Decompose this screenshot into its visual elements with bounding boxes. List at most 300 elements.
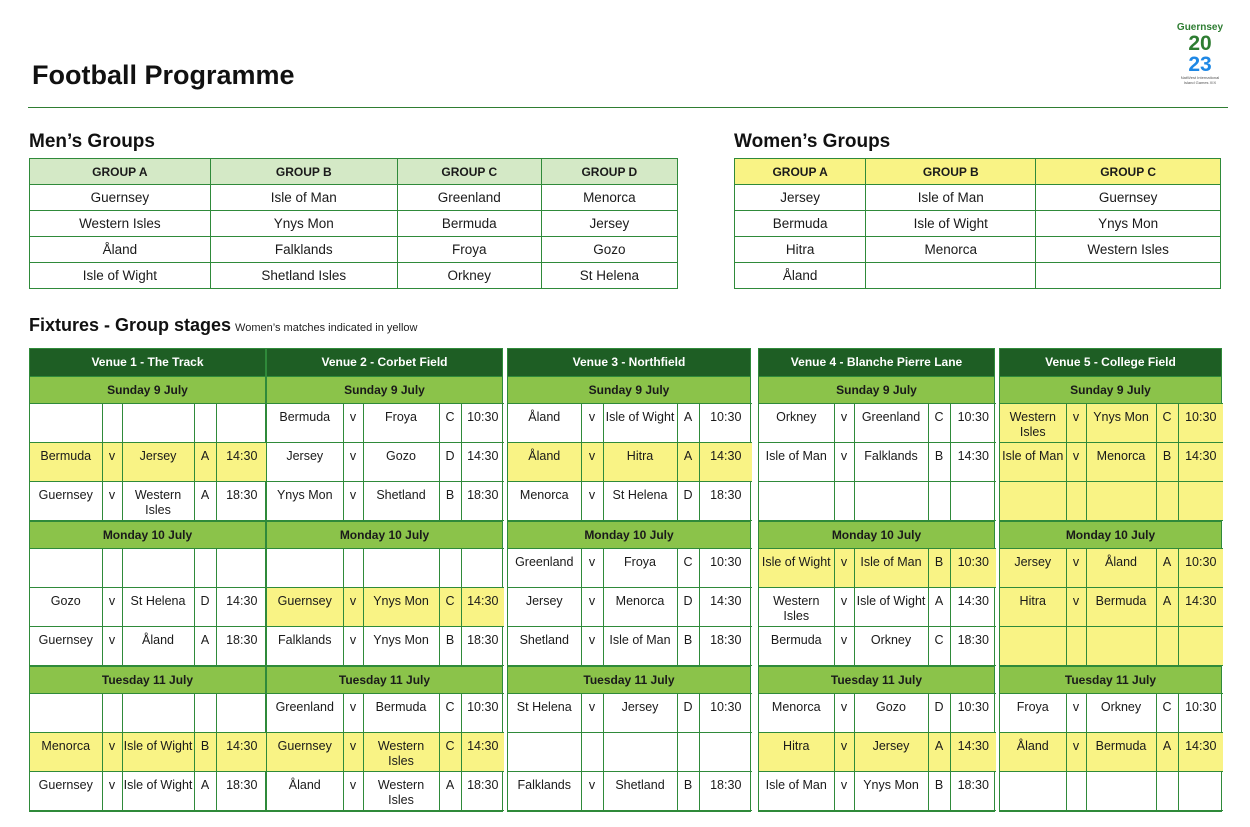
- fixtures-heading: Fixtures - Group stages: [29, 315, 232, 335]
- group-letter: [439, 549, 461, 588]
- home-team: Bermuda: [267, 404, 343, 443]
- day-label: Monday 10 July: [759, 521, 994, 548]
- home-team: Hitra: [759, 733, 834, 772]
- venue-column: [758, 348, 995, 812]
- home-team: [1000, 482, 1066, 521]
- home-team: Åland: [508, 404, 581, 443]
- away-team: Shetland: [363, 482, 439, 521]
- away-team: Jersey: [603, 694, 677, 733]
- home-team: Guernsey: [30, 482, 102, 521]
- mens-team-cell: Isle of Wight: [30, 263, 211, 289]
- fixture-row: [508, 627, 752, 666]
- home-team: [1000, 627, 1066, 666]
- away-team: Froya: [603, 549, 677, 588]
- kickoff-time: 14:30: [216, 443, 267, 482]
- table-row: [735, 185, 1221, 211]
- versus: v: [834, 627, 854, 666]
- day-label: Tuesday 11 July: [267, 666, 502, 693]
- logo-brand: Guernsey: [1176, 22, 1224, 33]
- group-letter: C: [677, 549, 699, 588]
- kickoff-time: [950, 482, 996, 521]
- fixture-row: [508, 549, 752, 588]
- away-team: Bermuda: [363, 694, 439, 733]
- logo-year-top: 20: [1188, 32, 1212, 55]
- fixture-row: [267, 772, 504, 811]
- fixture-row: [267, 588, 504, 627]
- mens-team-cell: Froya: [397, 237, 541, 263]
- day-label: Tuesday 11 July: [508, 666, 750, 693]
- group-letter: C: [439, 404, 461, 443]
- venue-column: [29, 348, 266, 812]
- home-team: [30, 404, 102, 443]
- away-team: [1086, 627, 1156, 666]
- day-label: Tuesday 11 July: [759, 666, 994, 693]
- group-letter: D: [677, 482, 699, 521]
- logo-sub-2: Island Games XIX: [1183, 80, 1217, 85]
- home-team: St Helena: [508, 694, 581, 733]
- home-team: Guernsey: [30, 627, 102, 666]
- table-row: [30, 237, 678, 263]
- mens-team-cell: Falklands: [210, 237, 397, 263]
- away-team: St Helena: [122, 588, 194, 627]
- home-team: Falklands: [508, 772, 581, 811]
- group-letter: A: [194, 482, 216, 521]
- group-letter: [194, 549, 216, 588]
- fixture-row: [759, 733, 996, 772]
- day-label: Tuesday 11 July: [30, 666, 265, 693]
- home-team: Gozo: [30, 588, 102, 627]
- versus: v: [102, 482, 122, 521]
- versus: v: [343, 443, 363, 482]
- kickoff-time: [1178, 482, 1223, 521]
- fixture-row: [759, 443, 996, 482]
- mens-team-cell: Ynys Mon: [210, 211, 397, 237]
- group-letter: C: [1156, 404, 1178, 443]
- group-letter: B: [928, 443, 950, 482]
- fixtures-table: [267, 548, 504, 666]
- home-team: [30, 694, 102, 733]
- versus: [102, 404, 122, 443]
- fixture-row: [30, 588, 267, 627]
- versus: v: [343, 772, 363, 811]
- table-row: [735, 211, 1221, 237]
- away-team: Western Isles: [363, 733, 439, 772]
- home-team: Falklands: [267, 627, 343, 666]
- fixtures-table: [1000, 548, 1223, 666]
- fixture-row: [759, 404, 996, 443]
- kickoff-time: 10:30: [699, 404, 752, 443]
- kickoff-time: [699, 733, 752, 772]
- away-team: Orkney: [1086, 694, 1156, 733]
- versus: v: [581, 627, 603, 666]
- fixture-row: [1000, 733, 1223, 772]
- fixtures-table: [30, 548, 267, 666]
- versus: v: [102, 772, 122, 811]
- womens-team-cell: Hitra: [735, 237, 866, 263]
- fixture-row: [1000, 772, 1223, 811]
- away-team: Hitra: [603, 443, 677, 482]
- home-team: [1000, 772, 1066, 811]
- womens-team-cell: Guernsey: [1036, 185, 1221, 211]
- venue-name: Venue 4 - Blanche Pierre Lane: [759, 349, 994, 376]
- home-team: Jersey: [1000, 549, 1066, 588]
- versus: v: [834, 733, 854, 772]
- kickoff-time: 10:30: [950, 694, 996, 733]
- versus: v: [834, 588, 854, 627]
- versus: v: [834, 443, 854, 482]
- day-label: Monday 10 July: [1000, 521, 1221, 548]
- away-team: Froya: [363, 404, 439, 443]
- fixture-row: [1000, 588, 1223, 627]
- mens-team-cell: St Helena: [541, 263, 677, 289]
- group-letter: D: [439, 443, 461, 482]
- fixtures-table: [759, 693, 996, 811]
- kickoff-time: 10:30: [950, 404, 996, 443]
- home-team: Menorca: [759, 694, 834, 733]
- away-team: Isle of Man: [603, 627, 677, 666]
- away-team: [122, 549, 194, 588]
- womens-team-cell: [1036, 263, 1221, 289]
- away-team: Isle of Wight: [122, 772, 194, 811]
- away-team: Ynys Mon: [854, 772, 928, 811]
- away-team: Falklands: [854, 443, 928, 482]
- versus: v: [1066, 549, 1086, 588]
- fixture-row: [508, 733, 752, 772]
- fixture-row: [30, 694, 267, 733]
- versus: v: [102, 443, 122, 482]
- away-team: Isle of Wight: [854, 588, 928, 627]
- games-logo: [1172, 22, 1228, 100]
- table-row: [735, 263, 1221, 289]
- fixtures-table: [1000, 403, 1223, 521]
- kickoff-time: 18:30: [216, 482, 267, 521]
- home-team: Guernsey: [267, 733, 343, 772]
- versus: [343, 549, 363, 588]
- day-label: Sunday 9 July: [508, 376, 750, 403]
- kickoff-time: 10:30: [699, 694, 752, 733]
- fixture-row: [267, 694, 504, 733]
- fixture-row: [759, 694, 996, 733]
- away-team: Ynys Mon: [363, 627, 439, 666]
- fixture-row: [759, 549, 996, 588]
- mens-team-cell: Greenland: [397, 185, 541, 211]
- fixture-row: [30, 443, 267, 482]
- mens-team-cell: Jersey: [541, 211, 677, 237]
- versus: v: [1066, 694, 1086, 733]
- versus: v: [102, 588, 122, 627]
- group-letter: A: [677, 404, 699, 443]
- fixture-row: [267, 443, 504, 482]
- versus: v: [1066, 733, 1086, 772]
- mens-group-header: GROUP C: [397, 159, 541, 185]
- away-team: Isle of Wight: [122, 733, 194, 772]
- away-team: Gozo: [363, 443, 439, 482]
- fixtures-table: [759, 548, 996, 666]
- fixture-row: [267, 482, 504, 521]
- versus: v: [343, 588, 363, 627]
- kickoff-time: 18:30: [461, 772, 504, 811]
- kickoff-time: 10:30: [461, 694, 504, 733]
- kickoff-time: 18:30: [216, 627, 267, 666]
- fixture-row: [759, 482, 996, 521]
- kickoff-time: 14:30: [461, 733, 504, 772]
- home-team: Bermuda: [759, 627, 834, 666]
- group-letter: D: [677, 588, 699, 627]
- home-team: [759, 482, 834, 521]
- versus: [1066, 772, 1086, 811]
- away-team: Orkney: [854, 627, 928, 666]
- away-team: Åland: [122, 627, 194, 666]
- womens-groups-title: Women’s Groups: [734, 131, 891, 152]
- fixture-row: [508, 404, 752, 443]
- versus: v: [581, 482, 603, 521]
- versus: v: [581, 443, 603, 482]
- womens-team-cell: Jersey: [735, 185, 866, 211]
- home-team: Menorca: [508, 482, 581, 521]
- home-team: Isle of Man: [759, 772, 834, 811]
- home-team: [30, 549, 102, 588]
- home-team: Menorca: [30, 733, 102, 772]
- kickoff-time: 14:30: [461, 588, 504, 627]
- group-letter: B: [677, 772, 699, 811]
- kickoff-time: 14:30: [1178, 733, 1223, 772]
- day-label: Sunday 9 July: [759, 376, 994, 403]
- versus: v: [102, 627, 122, 666]
- womens-team-cell: Ynys Mon: [1036, 211, 1221, 237]
- group-letter: [677, 733, 699, 772]
- kickoff-time: 18:30: [950, 627, 996, 666]
- fixture-row: [267, 733, 504, 772]
- fixture-row: [508, 694, 752, 733]
- day-label: Tuesday 11 July: [1000, 666, 1221, 693]
- versus: v: [834, 549, 854, 588]
- versus: [1066, 482, 1086, 521]
- kickoff-time: [216, 694, 267, 733]
- kickoff-time: [1178, 772, 1223, 811]
- away-team: [122, 404, 194, 443]
- away-team: Bermuda: [1086, 733, 1156, 772]
- fixture-row: [30, 733, 267, 772]
- title-divider: [28, 107, 1228, 108]
- day-label: Monday 10 July: [508, 521, 750, 548]
- kickoff-time: 18:30: [461, 627, 504, 666]
- womens-team-cell: Bermuda: [735, 211, 866, 237]
- fixture-row: [1000, 482, 1223, 521]
- home-team: [508, 733, 581, 772]
- group-letter: B: [928, 772, 950, 811]
- mens-team-cell: Orkney: [397, 263, 541, 289]
- womens-team-cell: Isle of Man: [866, 185, 1036, 211]
- womens-group-header: GROUP A: [735, 159, 866, 185]
- day-label: Sunday 9 July: [267, 376, 502, 403]
- womens-team-cell: Western Isles: [1036, 237, 1221, 263]
- group-letter: A: [928, 733, 950, 772]
- fixture-row: [1000, 404, 1223, 443]
- kickoff-time: [216, 404, 267, 443]
- home-team: Isle of Man: [759, 443, 834, 482]
- day-label: Monday 10 July: [267, 521, 502, 548]
- group-letter: C: [928, 627, 950, 666]
- away-team: Greenland: [854, 404, 928, 443]
- fixture-row: [508, 588, 752, 627]
- group-letter: A: [1156, 588, 1178, 627]
- fixture-row: [1000, 694, 1223, 733]
- away-team: Isle of Man: [854, 549, 928, 588]
- mens-team-cell: Isle of Man: [210, 185, 397, 211]
- home-team: Western Isles: [759, 588, 834, 627]
- fixtures-title: [29, 315, 417, 336]
- away-team: [122, 694, 194, 733]
- versus: v: [581, 694, 603, 733]
- group-letter: C: [439, 588, 461, 627]
- versus: v: [1066, 443, 1086, 482]
- home-team: Froya: [1000, 694, 1066, 733]
- day-label: Sunday 9 July: [30, 376, 265, 403]
- fixture-row: [30, 772, 267, 811]
- kickoff-time: 18:30: [950, 772, 996, 811]
- fixtures-table: [508, 548, 752, 666]
- away-team: Menorca: [1086, 443, 1156, 482]
- away-team: Western Isles: [363, 772, 439, 811]
- group-letter: A: [677, 443, 699, 482]
- mens-team-cell: Gozo: [541, 237, 677, 263]
- home-team: Bermuda: [30, 443, 102, 482]
- kickoff-time: 10:30: [1178, 404, 1223, 443]
- away-team: [1086, 772, 1156, 811]
- fixture-row: [30, 549, 267, 588]
- kickoff-time: [461, 549, 504, 588]
- home-team: Åland: [1000, 733, 1066, 772]
- home-team: Greenland: [267, 694, 343, 733]
- kickoff-time: 18:30: [216, 772, 267, 811]
- versus: [581, 733, 603, 772]
- kickoff-time: 10:30: [950, 549, 996, 588]
- away-team: [1086, 482, 1156, 521]
- fixture-row: [30, 627, 267, 666]
- womens-group-header: GROUP B: [866, 159, 1036, 185]
- fixture-row: [30, 482, 267, 521]
- home-team: Ynys Mon: [267, 482, 343, 521]
- versus: v: [1066, 404, 1086, 443]
- versus: v: [834, 772, 854, 811]
- home-team: Jersey: [508, 588, 581, 627]
- fixture-row: [267, 549, 504, 588]
- mens-team-cell: Western Isles: [30, 211, 211, 237]
- versus: [102, 694, 122, 733]
- group-letter: B: [439, 627, 461, 666]
- fixture-row: [508, 443, 752, 482]
- away-team: Menorca: [603, 588, 677, 627]
- versus: v: [102, 733, 122, 772]
- away-team: [363, 549, 439, 588]
- kickoff-time: 14:30: [216, 588, 267, 627]
- home-team: Isle of Man: [1000, 443, 1066, 482]
- home-team: Isle of Wight: [759, 549, 834, 588]
- home-team: Guernsey: [30, 772, 102, 811]
- versus: v: [581, 772, 603, 811]
- kickoff-time: 14:30: [699, 443, 752, 482]
- venue-column: [507, 348, 751, 812]
- kickoff-time: 18:30: [699, 482, 752, 521]
- fixture-row: [267, 404, 504, 443]
- fixture-row: [759, 588, 996, 627]
- kickoff-time: 18:30: [461, 482, 504, 521]
- away-team: Gozo: [854, 694, 928, 733]
- fixtures-table: [267, 693, 504, 811]
- versus: v: [343, 404, 363, 443]
- kickoff-time: 14:30: [216, 733, 267, 772]
- versus: v: [343, 694, 363, 733]
- away-team: Western Isles: [122, 482, 194, 521]
- group-letter: D: [194, 588, 216, 627]
- fixture-row: [267, 627, 504, 666]
- home-team: Hitra: [1000, 588, 1066, 627]
- group-letter: A: [194, 772, 216, 811]
- fixture-row: [508, 482, 752, 521]
- womens-team-cell: [866, 263, 1036, 289]
- group-letter: A: [194, 627, 216, 666]
- womens-team-cell: Menorca: [866, 237, 1036, 263]
- table-row: [735, 237, 1221, 263]
- table-row: [30, 263, 678, 289]
- away-team: Jersey: [854, 733, 928, 772]
- away-team: Bermuda: [1086, 588, 1156, 627]
- kickoff-time: 14:30: [1178, 588, 1223, 627]
- venue-column: [999, 348, 1222, 812]
- group-letter: B: [194, 733, 216, 772]
- versus: [1066, 627, 1086, 666]
- versus: v: [834, 694, 854, 733]
- fixtures-table: [267, 403, 504, 521]
- away-team: Isle of Wight: [603, 404, 677, 443]
- versus: v: [834, 404, 854, 443]
- group-letter: D: [677, 694, 699, 733]
- group-letter: D: [928, 694, 950, 733]
- home-team: Jersey: [267, 443, 343, 482]
- kickoff-time: 14:30: [699, 588, 752, 627]
- page-title: Football Programme: [32, 60, 295, 90]
- mens-group-header: GROUP B: [210, 159, 397, 185]
- mens-team-cell: Shetland Isles: [210, 263, 397, 289]
- away-team: Ynys Mon: [363, 588, 439, 627]
- mens-groups-title: Men’s Groups: [29, 131, 155, 152]
- away-team: Shetland: [603, 772, 677, 811]
- away-team: St Helena: [603, 482, 677, 521]
- group-letter: A: [439, 772, 461, 811]
- fixtures-table: [508, 693, 752, 811]
- kickoff-time: 10:30: [699, 549, 752, 588]
- versus: v: [581, 549, 603, 588]
- group-letter: B: [677, 627, 699, 666]
- group-letter: A: [1156, 549, 1178, 588]
- away-team: Åland: [1086, 549, 1156, 588]
- group-letter: [1156, 772, 1178, 811]
- womens-team-cell: Isle of Wight: [866, 211, 1036, 237]
- table-row: [30, 185, 678, 211]
- home-team: Shetland: [508, 627, 581, 666]
- away-team: Ynys Mon: [1086, 404, 1156, 443]
- mens-group-header: GROUP D: [541, 159, 677, 185]
- group-letter: A: [1156, 733, 1178, 772]
- kickoff-time: 14:30: [461, 443, 504, 482]
- day-label: Sunday 9 July: [1000, 376, 1221, 403]
- versus: [102, 549, 122, 588]
- group-letter: [194, 404, 216, 443]
- kickoff-time: 18:30: [699, 772, 752, 811]
- group-letter: [1156, 627, 1178, 666]
- kickoff-time: 14:30: [950, 733, 996, 772]
- womens-groups-table: [734, 158, 1221, 289]
